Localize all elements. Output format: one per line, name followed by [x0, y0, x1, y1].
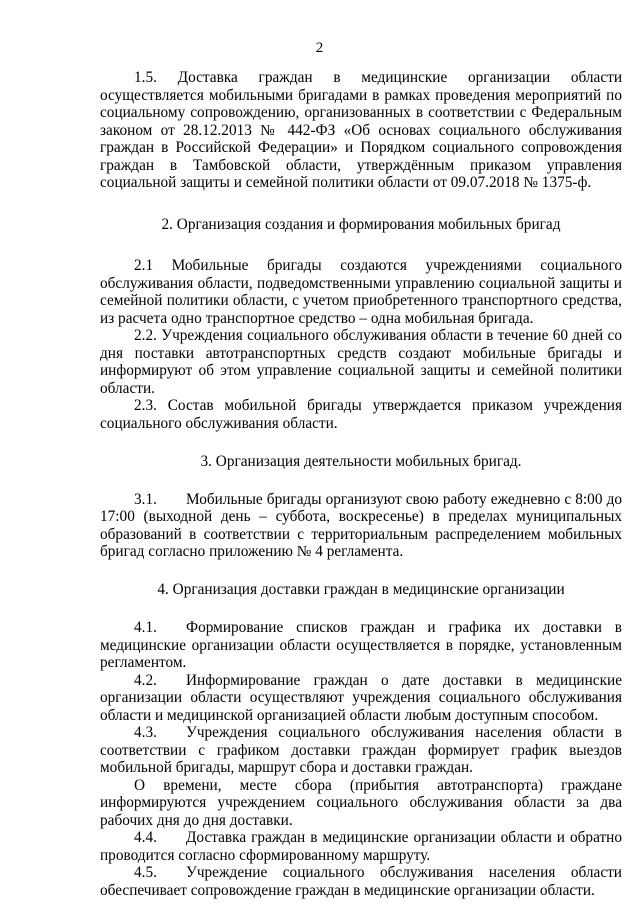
- paragraph-4-4: [100, 829, 622, 864]
- paragraph-3-1-text: Мобильные бригады организуют свою работу ежедневно с 8:00 до 17:00 (выходной день – суббота, воскресенье) в пределах муниципальных образований в соответствии с территориальным распределением мобильных бригад согласно приложению № 4 регламента.: [100, 490, 622, 560]
- paragraph-4-3-continued: О времени, месте сбора (прибытия автотранспорта) граждане информируются учреждением социального обслуживания области за два рабочих дня до дня доставки.: [100, 776, 622, 829]
- paragraph-4-2-text: Информирование граждан о дате доставки в медицинские организации области осуществляют учреждения социального обслуживания области и медицинской организацией области любым доступным способом.: [100, 671, 622, 724]
- paragraph-4-1: [100, 619, 622, 672]
- section-heading-3: 3. Организация деятельности мобильных бригад.: [200, 453, 522, 470]
- paragraph-4-3-number: 4.3.: [134, 724, 157, 741]
- paragraph-4-1-text: Формирование списков граждан и графика их доставки в медицинские организации области осуществляется в порядке, установленным регламентом.: [100, 619, 622, 671]
- section-heading-2: 2. Организация создания и формирования мобильных бригад: [161, 215, 561, 233]
- paragraph-1-5: 1.5. Доставка граждан в медицинские организации области осуществляется мобильными бригадами в рамках проведения мероприятий по социальному сопровождению, организованных в соответствии с Федеральным законом от 28.12.2013 № 442-ФЗ «Об основах социального обслуживания граждан в Российской Федерации» и Порядком социального сопровождения граждан в Тамбовской области, утверждённым приказом управления социальной защиты и семейной политики области от 09.07.2018 № 1375-ф.: [100, 69, 622, 191]
- paragraph-2-3: 2.3. Состав мобильной бригады утверждается приказом учреждения социального обслуживания области.: [100, 397, 622, 432]
- paragraph-4-3-text: Учреждения социального обслуживания населения области в соответствии с графиком доставки граждан формирует график выездов мобильной бригады, маршрут сбора и доставки граждан.: [100, 724, 622, 776]
- paragraph-4-4-text: Доставка граждан в медицинские организации области и обратно проводится согласно сформированному маршруту.: [100, 829, 622, 864]
- section-heading-4: 4. Организация доставки граждан в медицинские организации: [157, 580, 565, 598]
- page-number: 2: [315, 40, 324, 56]
- paragraph-4-5-text: Учреждение социального обслуживания населения области обеспечивает сопровождение граждан в медицинские организации области.: [100, 864, 622, 899]
- paragraph-4-5-number: 4.5.: [134, 864, 157, 881]
- paragraph-4-2: [100, 672, 622, 725]
- paragraph-4-1-number: 4.1.: [134, 619, 157, 636]
- paragraph-2-2: 2.2. Учреждения социального обслуживания области в течение 60 дней со дня поставки автотранспортных средств создают мобильные бригады и информируют об этом управление социальной защиты и семейной политики области.: [100, 327, 622, 397]
- paragraph-3-1: [100, 491, 622, 561]
- paragraph-4-3: [100, 724, 622, 777]
- document-body: [100, 69, 622, 899]
- paragraph-2-1: 2.1 Мобильные бригады создаются учреждениями социального обслуживания области, подведомственными управлению социальной защиты и семейной политики области, с учетом приобретенного транспортного средства, из расчета одно транспортное средство – одна мобильная бригада.: [100, 257, 622, 327]
- paragraph-4-4-number: 4.4.: [134, 829, 157, 846]
- paragraph-4-5: [100, 864, 622, 899]
- paragraph-3-1-number: 3.1.: [134, 490, 157, 508]
- paragraph-4-2-number: 4.2.: [134, 671, 157, 689]
